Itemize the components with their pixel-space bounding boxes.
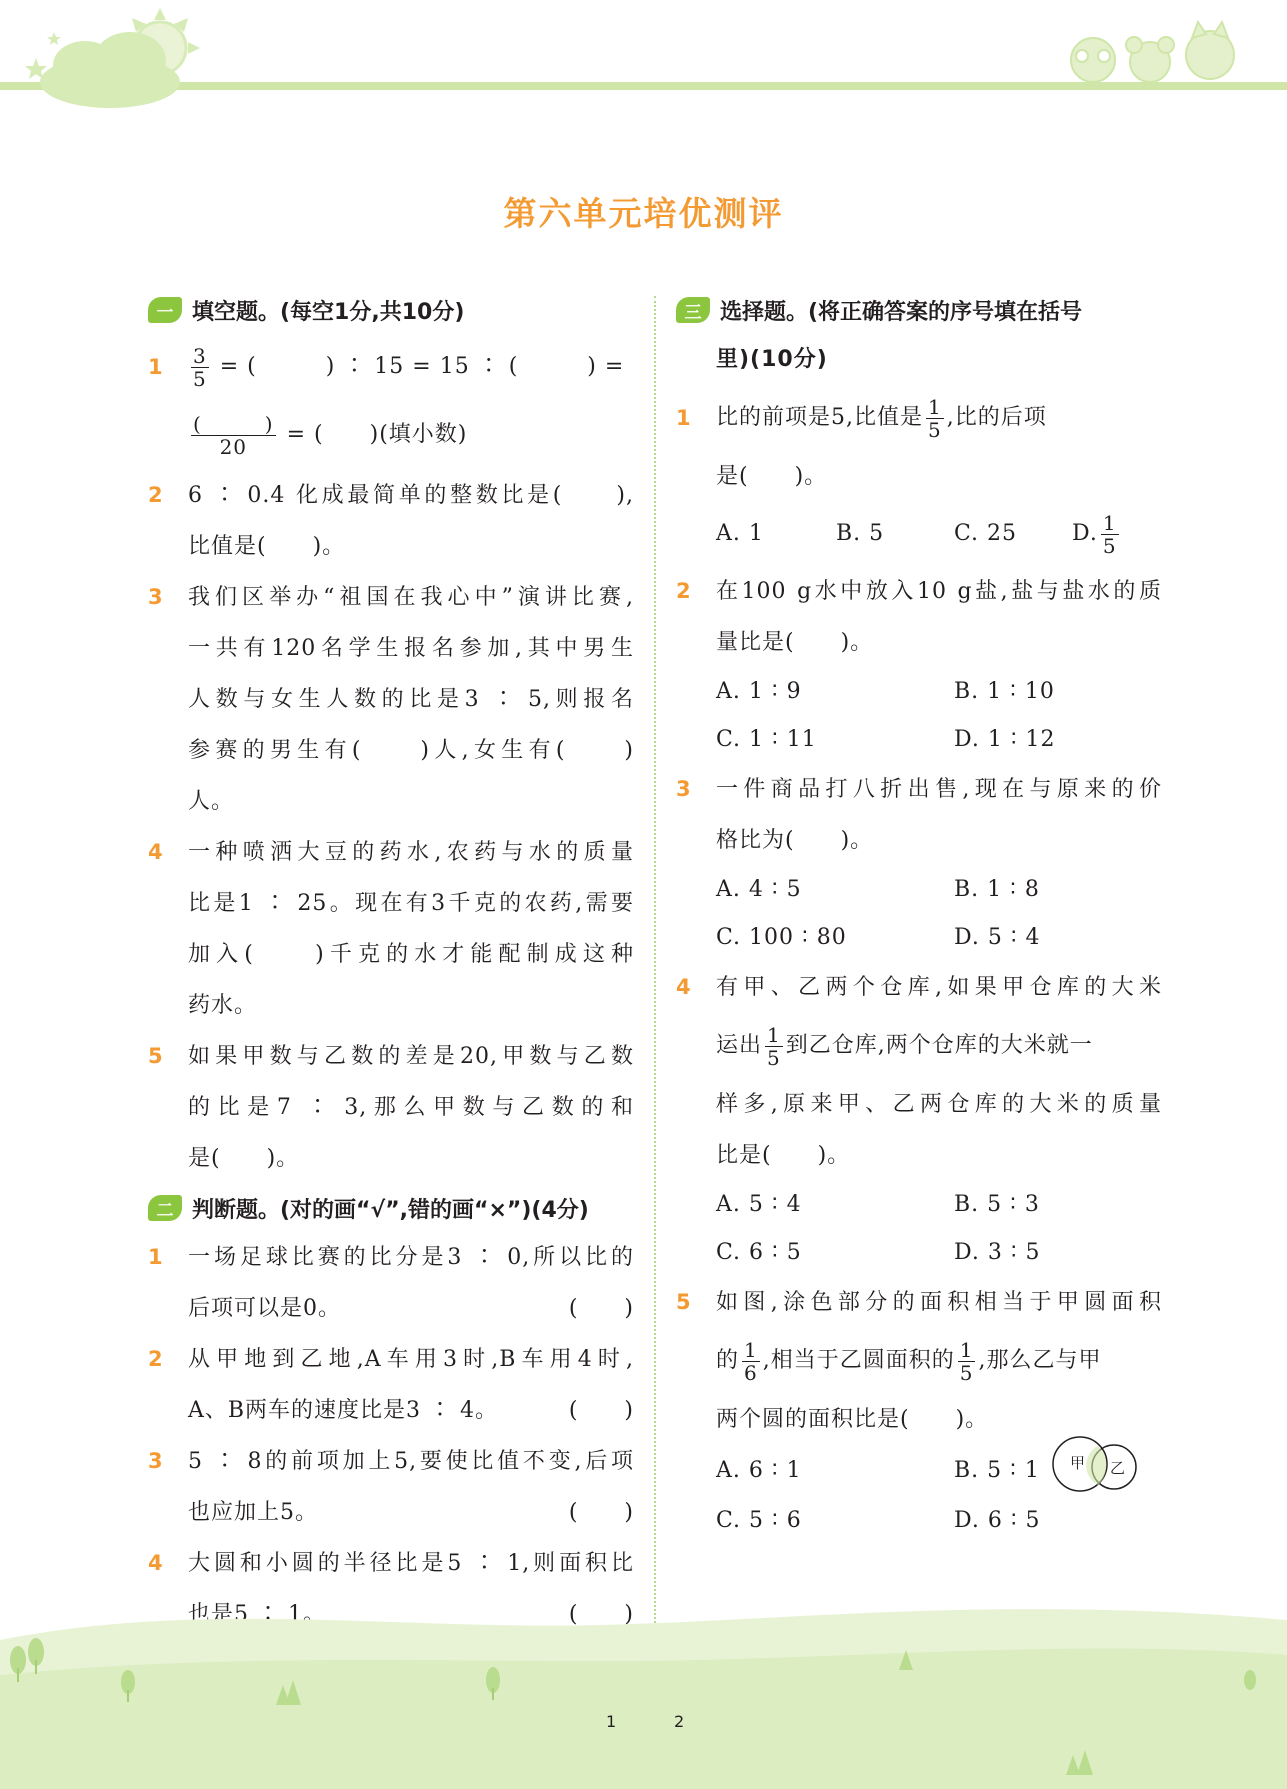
section-badge: 一: [148, 297, 182, 323]
question-number: 1: [148, 1245, 164, 1269]
option-c[interactable]: C. 5 ∶ 6: [716, 1508, 802, 1533]
page-number-right: 2: [674, 1712, 685, 1731]
column-divider: [654, 296, 656, 1651]
tf-question-2-line-2: A、B两车的速度比是3 ∶ 4。 ( ): [148, 1385, 634, 1436]
option-b[interactable]: B. 5: [836, 521, 885, 546]
question-1-line-2: [148, 400, 634, 470]
mc-question-4-line-2: 运出 $\frac{1}{5}$ 到乙仓库,两个仓库的大米就一: [716, 1022, 1093, 1070]
page-title: 第六单元培优测评: [503, 194, 784, 233]
question-number: 2: [148, 483, 164, 507]
circle-label-yi: 乙: [1110, 1459, 1127, 1477]
question-number: 4: [148, 840, 164, 864]
question-1-line-1: [148, 334, 634, 400]
question-number: 4: [676, 975, 692, 999]
question-number: 1: [148, 355, 164, 379]
section-heading-true-false: [148, 1184, 634, 1232]
question-number: 5: [676, 1290, 692, 1314]
question-4-line-1: [148, 827, 634, 878]
page-number-left: 1: [606, 1712, 617, 1731]
tf-question-4-line-2: 也是5 ∶ 1。 ( ): [148, 1589, 634, 1640]
tf-question-1-line-1: 1 一场足球比赛的比分是3 ∶ 0,所以比的: [148, 1232, 634, 1283]
overlapping-circles-figure: [1046, 1431, 1146, 1497]
option-c[interactable]: C. 6 ∶ 5: [716, 1240, 802, 1265]
question-number: 1: [676, 406, 692, 430]
tf-question-4-line-1: 4 大圆和小圆的半径比是5 ∶ 1,则面积比: [148, 1538, 634, 1589]
option-d[interactable]: D. $\frac{1}{5}$: [1072, 510, 1117, 558]
section-heading-text: 判断题。(对的画“√”,错的画“×”)(4分): [192, 1197, 589, 1223]
option-a[interactable]: A. 1 ∶ 9: [716, 679, 802, 704]
tf-question-2-line-1: 2 从甲地到乙地,A车用3时,B车用4时,: [148, 1334, 634, 1385]
question-text: 我们区举办“祖国在我心中”演讲比赛,: [188, 585, 634, 610]
question-4-line-2: 比是1 ∶ 25。现在有3千克的农药,需要: [188, 891, 634, 916]
option-c[interactable]: C. 100 ∶ 80: [716, 925, 847, 950]
fraction: $\frac{1}{6}$: [744, 1337, 758, 1385]
question-number: 4: [148, 1551, 164, 1575]
question-number: 2: [148, 1347, 164, 1371]
question-3-line-3: 人数与女生人数的比是3 ∶ 5,则报名: [188, 687, 634, 712]
right-column: [676, 286, 1162, 1545]
section-heading-multiple-choice: [676, 286, 1162, 334]
section-badge: 二: [148, 1195, 182, 1221]
mc-question-2-line-2: 量比是( )。: [716, 630, 874, 655]
question-number: 5: [148, 1044, 164, 1068]
cartoon-animals-icon: [1071, 22, 1234, 82]
mc-question-5-line-1: 5 如图,涂色部分的面积相当于甲圆面积: [676, 1277, 1162, 1328]
question-3-line-2: 一共有120名学生报名参加,其中男生: [188, 636, 634, 661]
mc-question-2-options-row-2: [676, 716, 1162, 764]
question-number: 3: [676, 777, 692, 801]
mc-question-3-options-row-1: [676, 866, 1162, 914]
answer-blank[interactable]: ( ): [568, 1296, 634, 1321]
tf-question-1-line-2: 后项可以是0。 ( ): [148, 1283, 634, 1334]
option-d[interactable]: D. 5 ∶ 4: [954, 925, 1041, 950]
option-b[interactable]: B. 5 ∶ 3: [954, 1192, 1040, 1217]
mc-question-1-line-1: 1 比的前项是5,比值是 $\frac{1}{5}$ ,比的后项: [676, 385, 1162, 451]
mc-question-2-line-1: 2 在100 g水中放入10 g盐,盐与盐水的质: [676, 566, 1162, 617]
section-heading-text: 选择题。(将正确答案的序号填在括号: [720, 299, 1083, 325]
question-2-line-1: [148, 470, 634, 521]
mc-question-3-options-row-2: [676, 914, 1162, 962]
mc-question-4-line-4: 比是( )。: [716, 1143, 851, 1168]
fraction: $\frac{1}{5}$: [767, 1022, 781, 1070]
question-4-line-4: 药水。: [188, 993, 258, 1018]
mc-question-4-options-row-1: [676, 1181, 1162, 1229]
mc-question-5-line-2: 的 $\frac{1}{6}$ ,相当于乙圆面积的 $\frac{1}{5}$ ,那么乙与甲: [716, 1337, 1102, 1385]
question-2-line-2: [148, 521, 634, 572]
question-4-line-3: 加入( )千克的水才能配制成这种: [188, 942, 634, 967]
option-a[interactable]: A. 6 ∶ 1: [716, 1458, 802, 1483]
mc-question-5-options-row-2: [676, 1497, 1162, 1545]
question-number: 2: [676, 579, 692, 603]
question-number: 3: [148, 1449, 164, 1473]
question-text: $\frac{3}{5}$ = ( ) ∶ 15 = 15 ∶ ( ) =: [193, 343, 625, 391]
question-5-line-3: 是( )。: [188, 1146, 300, 1171]
answer-blank[interactable]: ( ): [568, 1500, 634, 1525]
option-b[interactable]: B. 5 ∶ 1: [954, 1458, 1040, 1483]
option-d[interactable]: D. 1 ∶ 12: [954, 727, 1056, 752]
option-a[interactable]: A. 4 ∶ 5: [716, 877, 802, 902]
tf-question-3-line-2: 也应加上5。 ( ): [148, 1487, 634, 1538]
section-heading-text: 填空题。(每空1分,共10分): [192, 299, 465, 325]
option-d[interactable]: D. 6 ∶ 5: [954, 1508, 1041, 1533]
mc-question-3-line-2: 格比为( )。: [716, 828, 874, 853]
question-3-line-1: [148, 572, 634, 623]
bottom-landscape-decoration: [0, 1580, 1287, 1789]
mc-question-4-line-3: 样多,原来甲、乙两仓库的大米的质量: [716, 1092, 1162, 1117]
option-b[interactable]: B. 1 ∶ 8: [954, 877, 1040, 902]
question-text: 如果甲数与乙数的差是20,甲数与乙数: [188, 1044, 634, 1069]
mc-question-1-line-2: 是( )。: [716, 464, 828, 489]
mc-question-3-line-1: 3 一件商品打八折出售,现在与原来的价: [676, 764, 1162, 815]
option-a[interactable]: A. 1: [716, 521, 764, 546]
mc-question-4-options-row-2: [676, 1229, 1162, 1277]
option-d[interactable]: D. 3 ∶ 5: [954, 1240, 1041, 1265]
option-a[interactable]: A. 5 ∶ 4: [716, 1192, 802, 1217]
question-3-line-5: 人。: [188, 789, 235, 814]
question-text: 一种喷洒大豆的药水,农药与水的质量: [188, 840, 634, 865]
question-3-line-4: 参赛的男生有( )人,女生有( ): [188, 738, 634, 763]
fraction: $\frac{3}{5}$: [193, 343, 207, 391]
fraction: $\frac{1}{5}$: [959, 1337, 974, 1385]
section-badge: 三: [676, 297, 710, 323]
question-text: 比值是( )。: [188, 534, 346, 559]
question-text: 6 ∶ 0.4 化成最简单的整数比是( ),: [188, 483, 634, 508]
answer-blank[interactable]: ( ): [568, 1602, 634, 1627]
left-column: [148, 286, 634, 1640]
option-b[interactable]: B. 1 ∶ 10: [954, 679, 1055, 704]
mc-question-4-line-1: 4 有甲、乙两个仓库,如果甲仓库的大米: [676, 962, 1162, 1013]
question-text: $\frac{( )}{20}$ = ( )(填小数): [193, 411, 468, 459]
top-decoration: [0, 0, 1287, 130]
section-heading-fill-blanks: [148, 286, 634, 334]
mc-question-1-options: [676, 502, 1162, 566]
tf-question-3-line-1: 3 5 ∶ 8的前项加上5,要使比值不变,后项: [148, 1436, 634, 1487]
circle-label-jia: 甲: [1070, 1454, 1087, 1472]
option-c[interactable]: C. 1 ∶ 11: [716, 727, 817, 752]
fraction: $\frac{( )}{20}$: [193, 411, 274, 459]
section-heading-line-2: 里)(10分): [716, 347, 828, 372]
question-5-line-2: 的比是7 ∶ 3,那么甲数与乙数的和: [188, 1095, 634, 1120]
fraction: $\frac{1}{5}$: [928, 394, 942, 442]
mc-question-2-options-row-1: [676, 668, 1162, 716]
mc-question-5-line-3: 两个圆的面积比是( )。: [716, 1407, 989, 1432]
option-c[interactable]: C. 25: [954, 521, 1018, 546]
mc-question-5-options-row-1: [676, 1445, 1162, 1497]
question-5-line-1: [148, 1031, 634, 1082]
answer-blank[interactable]: ( ): [568, 1398, 634, 1423]
question-number: 3: [148, 585, 164, 609]
fraction: $\frac{1}{5}$: [1102, 510, 1117, 558]
